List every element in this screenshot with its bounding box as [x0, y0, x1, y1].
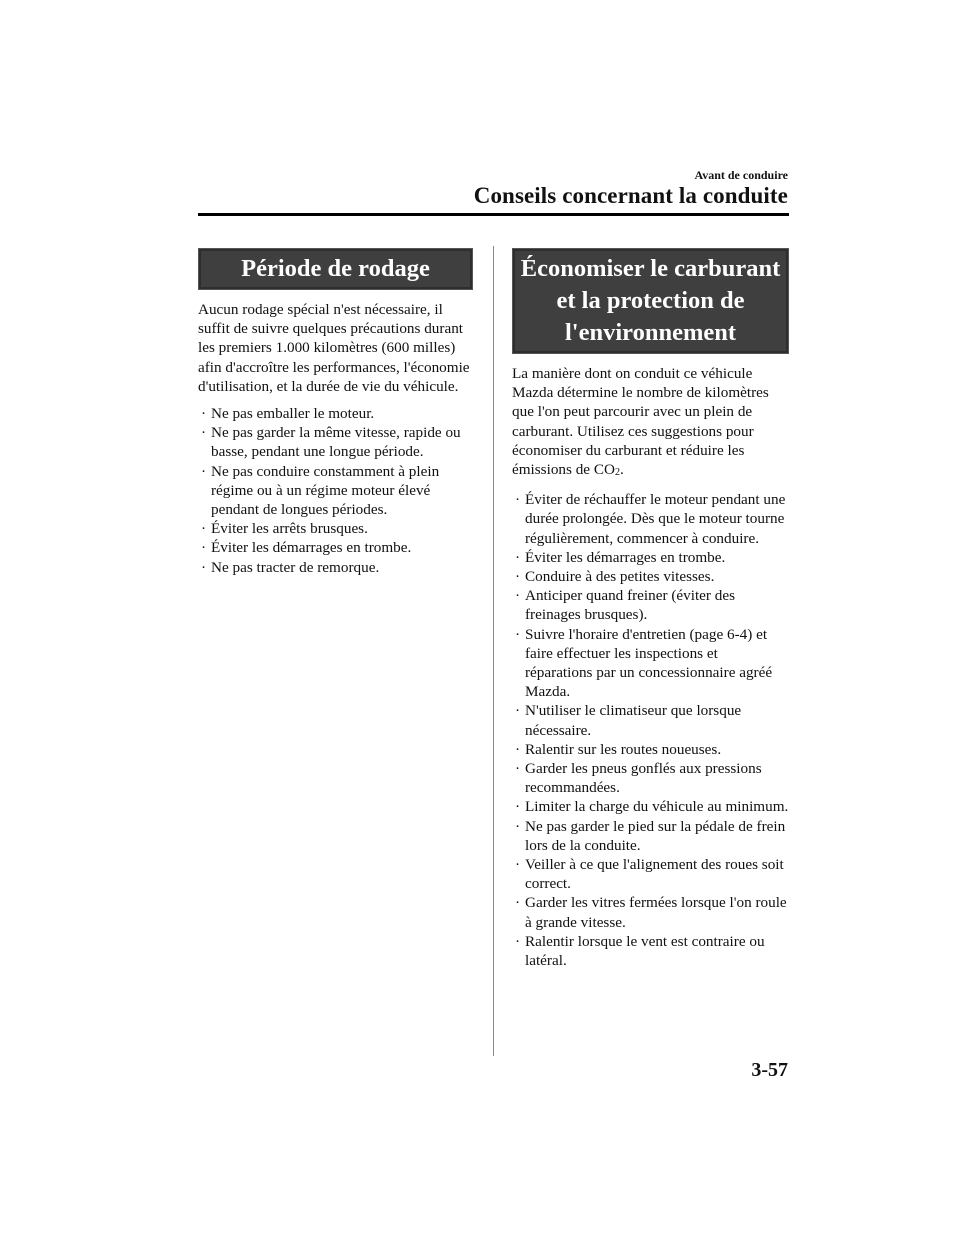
bullet-icon: ·: [515, 740, 521, 758]
right-column: [512, 248, 789, 970]
list-item: · Éviter les démarrages en trombe.: [515, 548, 726, 566]
list-item: · Garder les vitres fermées lorsque l'on roule à grande vitesse.: [515, 894, 787, 931]
list-item: · Conduire à des petites vitesses.: [515, 568, 715, 586]
page-number: 3-57: [751, 1059, 788, 1081]
list-item: · Ralentir sur les routes noueuses.: [515, 740, 722, 758]
bullet-icon: ·: [515, 894, 521, 912]
left-section-heading: Période de rodage: [198, 248, 473, 290]
bullet-icon: ·: [515, 568, 521, 586]
bullet-icon: ·: [515, 491, 521, 509]
bullet-icon: ·: [515, 587, 521, 605]
right-section-heading: [512, 248, 789, 354]
right-bullet-list: [512, 490, 789, 970]
bullet-icon: ·: [201, 520, 207, 538]
right-heading-line-1: Économiser le carburant: [520, 255, 781, 282]
right-heading-line-2: et la protection de: [556, 287, 745, 314]
chapter-label: Avant de conduire: [694, 168, 788, 182]
bullet-icon: ·: [515, 817, 521, 835]
list-item: · Ne pas garder le pied sur la pédale de frein lors de la conduite.: [515, 817, 786, 854]
list-item: · Ne pas conduire constamment à plein régime ou à un régime moteur élevé pendant de longues périodes.: [201, 462, 440, 519]
bullet-icon: ·: [201, 405, 207, 423]
bullet-icon: ·: [201, 539, 207, 557]
bullet-icon: ·: [515, 702, 521, 720]
bullet-icon: ·: [201, 558, 207, 576]
list-item: · Ne pas tracter de remorque.: [201, 558, 380, 576]
bullet-icon: ·: [201, 462, 207, 480]
list-item: · Anticiper quand freiner (éviter des freinages brusques).: [515, 587, 735, 624]
column-divider: [493, 246, 494, 1056]
list-item: · Suivre l'horaire d'entretien (page 6-4) et faire effectuer les inspections et réparations par un concessionnaire agréé Mazda.: [515, 625, 773, 701]
co2-subscript: 2: [614, 467, 620, 479]
left-column: [198, 248, 473, 577]
right-intro-paragraph: La manière dont on conduit ce véhicule Mazda détermine le nombre de kilomètres que l'on peut parcourir avec un plein de carburant. Utilisez ces suggestions pour économiser du carburant et réduire les émissions de $CO_2$.: [512, 365, 769, 479]
list-item: · Veiller à ce que l'alignement des roues soit correct.: [515, 856, 784, 893]
bullet-icon: ·: [515, 760, 521, 778]
bullet-icon: ·: [515, 625, 521, 643]
list-item: · Ne pas garder la même vitesse, rapide ou basse, pendant une longue période.: [201, 424, 461, 461]
bullet-icon: ·: [515, 932, 521, 950]
list-item: · Garder les pneus gonflés aux pressions recommandées.: [515, 760, 762, 797]
list-item: · N'utiliser le climatiseur que lorsque nécessaire.: [515, 702, 742, 739]
list-item: · Éviter les démarrages en trombe.: [201, 539, 412, 557]
list-item: · Limiter la charge du véhicule au minimum.: [515, 798, 789, 816]
bullet-icon: ·: [201, 424, 207, 442]
list-item: · Ralentir lorsque le vent est contraire ou latéral.: [515, 932, 765, 970]
bullet-icon: ·: [515, 798, 521, 816]
list-item: · Éviter de réchauffer le moteur pendant une durée prolongée. Dès que le moteur tourne régulièrement, commencer à conduire.: [515, 491, 786, 547]
section-title: Conseils concernant la conduite: [473, 183, 788, 208]
bullet-icon: ·: [515, 856, 521, 874]
right-heading-line-3: l'environnement: [564, 319, 737, 346]
bullet-icon: ·: [515, 548, 521, 566]
left-bullet-list: [198, 404, 473, 577]
header-rule: [198, 213, 789, 216]
list-item: · Éviter les arrêts brusques.: [201, 520, 368, 538]
list-item: · Ne pas emballer le moteur.: [201, 405, 375, 423]
left-intro-paragraph: Aucun rodage spécial n'est nécessaire, il suffit de suivre quelques précautions durant les premiers 1.000 kilomètres (600 milles) afin d'accroître les performances, l'économie d'utilisation, et la durée de vie du véhicule.: [198, 301, 470, 395]
